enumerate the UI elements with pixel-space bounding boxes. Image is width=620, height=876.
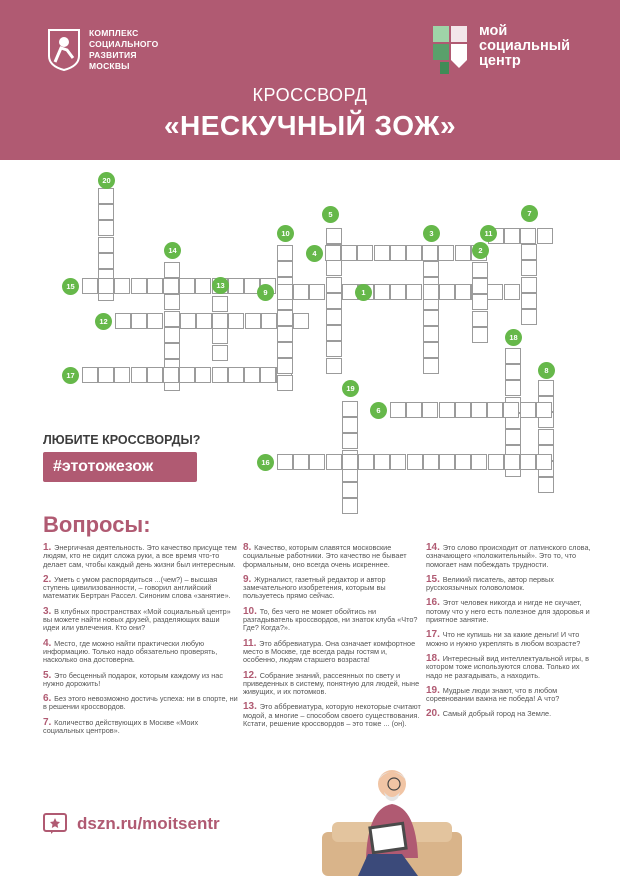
questions-column-1: [43, 544, 238, 742]
question-number: 7.: [43, 716, 55, 728]
crossword-cell[interactable]: [180, 313, 196, 329]
crossword-cell[interactable]: [179, 367, 195, 383]
crossword-cell[interactable]: [228, 313, 244, 329]
question-number: 16.: [426, 597, 443, 609]
page-subtitle: КРОССВОРД: [252, 85, 368, 105]
crossword-cell[interactable]: [98, 278, 114, 294]
crossword-cell[interactable]: [536, 402, 552, 418]
questions-column-2: [243, 544, 423, 735]
question-item: [43, 605, 238, 633]
crossword-cell[interactable]: [472, 278, 488, 294]
crossword-cell[interactable]: [98, 237, 114, 253]
clue-number-badge: 2: [472, 242, 489, 259]
crossword-cell[interactable]: [521, 244, 537, 260]
org-name-line: СОЦИАЛЬНОГО: [89, 39, 159, 49]
crossword-cell[interactable]: [326, 309, 342, 325]
crossword-cell[interactable]: [487, 402, 503, 418]
question-text: То, без чего не может обойтись ни разгадыватель кроссвордов, ни знаток клуба «Что? Где? Когда?».: [243, 606, 418, 633]
website-icon: [43, 813, 67, 835]
crossword-cell[interactable]: [374, 454, 390, 470]
crossword-cell[interactable]: [277, 326, 293, 342]
crossword-cell[interactable]: [438, 245, 454, 261]
question-item: [426, 544, 596, 569]
brand-name-line: социальный: [479, 38, 570, 54]
question-number: 13.: [243, 701, 260, 713]
crossword-cell[interactable]: [212, 313, 228, 329]
crossword-cell[interactable]: [423, 284, 439, 300]
question-number: 14.: [426, 542, 443, 553]
website-link[interactable]: [43, 813, 220, 835]
question-text: Это слово происходит от латинского слова, означающего «положительный». Это то, что помогает нам побеждать трудности.: [426, 543, 591, 569]
question-text: Мудрые люди знают, что в любом соревновании важна не победа! А что?: [426, 685, 560, 704]
crossword-cell[interactable]: [326, 228, 342, 244]
question-number: 6.: [43, 693, 55, 705]
clue-number-badge: 18: [505, 329, 522, 346]
clue-number-badge: 12: [95, 313, 112, 330]
question-number: 5.: [43, 669, 55, 681]
crossword-cell[interactable]: [326, 341, 342, 357]
crossword-cell[interactable]: [277, 454, 293, 470]
crossword-cell[interactable]: [98, 220, 114, 236]
question-item: [426, 710, 596, 718]
crossword-cell[interactable]: [163, 278, 179, 294]
question-number: 8.: [243, 542, 255, 553]
crossword-cell[interactable]: [504, 454, 520, 470]
crossword-cell[interactable]: [488, 454, 504, 470]
crossword-cell[interactable]: [505, 348, 521, 364]
crossword-cell[interactable]: [326, 260, 342, 276]
question-number: 11.: [243, 637, 260, 649]
crossword-cell[interactable]: [503, 402, 519, 418]
crossword-cell[interactable]: [245, 313, 261, 329]
crossword-cell[interactable]: [309, 454, 325, 470]
crossword-cell[interactable]: [212, 328, 228, 344]
crossword-cell[interactable]: [390, 245, 406, 261]
crossword-cell[interactable]: [406, 402, 422, 418]
crossword-cell[interactable]: [472, 327, 488, 343]
crossword-cell[interactable]: [147, 313, 163, 329]
crossword-cell[interactable]: [212, 296, 228, 312]
question-text: В клубных пространствах «Мой социальный центр» вы можете найти новых друзей, разделяющих ваши идеи или увлечения. Кто они?: [43, 606, 231, 633]
questions-column-3: [426, 544, 596, 726]
crossword-cell[interactable]: [472, 311, 488, 327]
crossword-cell[interactable]: [504, 284, 520, 300]
crossword-cell[interactable]: [341, 245, 357, 261]
crossword-cell[interactable]: [131, 367, 147, 383]
crossword-cell[interactable]: [406, 245, 422, 261]
clue-number-badge: 16: [257, 454, 274, 471]
crossword-cell[interactable]: [326, 358, 342, 374]
crossword-cell[interactable]: [520, 402, 536, 418]
crossword-cell[interactable]: [423, 326, 439, 342]
question-item: [43, 637, 238, 665]
crossword-cell[interactable]: [293, 454, 309, 470]
crossword-cell[interactable]: [260, 367, 276, 383]
page-title: «НЕСКУЧНЫЙ ЗОЖ»: [163, 110, 457, 141]
crossword-cell[interactable]: [212, 345, 228, 361]
crossword-cell[interactable]: [521, 309, 537, 325]
crossword-cell[interactable]: [325, 245, 341, 261]
crossword-cell[interactable]: [407, 454, 423, 470]
crossword-cell[interactable]: [293, 313, 309, 329]
crossword-cell[interactable]: [228, 367, 244, 383]
brand-name-line: центр: [479, 53, 521, 69]
crossword-cell[interactable]: [277, 342, 293, 358]
crossword-cell[interactable]: [537, 228, 553, 244]
question-text: Это бесценный подарок, которым каждому из нас нужно дорожить!: [43, 670, 224, 688]
crossword-cell[interactable]: [439, 284, 455, 300]
reader-illustration: [322, 762, 462, 876]
crossword-cell[interactable]: [455, 284, 471, 300]
crossword-cell[interactable]: [521, 277, 537, 293]
question-text: Уметь с умом распорядиться ...(чем?) – высшая ступень цивилизованности, – говорил английский математик Бертран Рассел. Синоним слова «занятие».: [43, 574, 231, 601]
crossword-cell[interactable]: [293, 284, 309, 300]
question-item: [243, 703, 423, 728]
clue-number-badge: 10: [277, 225, 294, 242]
question-text: Самый добрый город на Земле.: [442, 709, 552, 719]
crossword-cell[interactable]: [277, 375, 293, 391]
crossword-cell[interactable]: [131, 313, 147, 329]
question-text: Это аббревиатура, которую некоторые считают модой, а многие – способом своего существования. Кстати, решение кроссвордов – это тоже ... (он).: [243, 702, 421, 729]
hashtag-badge[interactable]: #этотожезож: [43, 452, 197, 482]
org-name-line: КОМПЛЕКС: [89, 28, 139, 38]
crossword-cell[interactable]: [326, 325, 342, 341]
clue-number-badge: 4: [306, 245, 323, 262]
question-number: 20.: [426, 708, 443, 720]
question-text: Это аббревиатура. Она означает комфортное место в Москве, где всегда рады гостям и, особенно, людям старшего возраста!: [243, 638, 416, 665]
crossword-cell[interactable]: [342, 454, 358, 470]
question-item: [426, 631, 596, 648]
crossword-cell[interactable]: [342, 498, 358, 514]
crossword-cell[interactable]: [406, 284, 422, 300]
clue-number-badge: 15: [62, 278, 79, 295]
crossword-cell[interactable]: [114, 278, 130, 294]
crossword-cell[interactable]: [505, 364, 521, 380]
question-number: 3.: [43, 605, 55, 617]
crossword-cell[interactable]: [342, 482, 358, 498]
question-number: 18.: [426, 652, 443, 664]
question-text: Собрание знаний, рассеянных по свету и приведенных в систему, понятную для людей, ныне живущих, и их потомков.: [243, 670, 420, 697]
crossword-cell[interactable]: [423, 454, 439, 470]
crossword-cell[interactable]: [326, 277, 342, 293]
crossword-cell[interactable]: [521, 293, 537, 309]
crossword-cell[interactable]: [538, 380, 554, 396]
crossword-cell[interactable]: [455, 245, 471, 261]
question-number: 19.: [426, 684, 443, 696]
question-text: Великий писатель, автор первых русскоязычных головоломок.: [426, 574, 554, 593]
question-item: [243, 573, 423, 601]
crossword-cell[interactable]: [390, 284, 406, 300]
question-number: 2.: [43, 573, 55, 585]
question-item: [243, 544, 423, 569]
question-item: [426, 684, 596, 704]
crossword-cell[interactable]: [228, 278, 244, 294]
question-number: 15.: [426, 573, 443, 585]
crossword-cell[interactable]: [309, 284, 325, 300]
crossword-cell[interactable]: [439, 402, 455, 418]
crossword-cell[interactable]: [472, 294, 488, 310]
crossword-cell[interactable]: [520, 228, 536, 244]
crossword-cell[interactable]: [487, 284, 503, 300]
clue-number-badge: 8: [538, 362, 555, 379]
crossword-cell[interactable]: [342, 417, 358, 433]
crossword-cell[interactable]: [455, 402, 471, 418]
clue-number-badge: 11: [480, 225, 497, 242]
crossword-cell[interactable]: [374, 284, 390, 300]
crossword-cell[interactable]: [472, 262, 488, 278]
crossword-cell[interactable]: [98, 188, 114, 204]
crossword-cell[interactable]: [179, 278, 195, 294]
crossword-cell[interactable]: [342, 401, 358, 417]
question-number: 9.: [243, 573, 255, 585]
clue-number-badge: 6: [370, 402, 387, 419]
crossword-cell[interactable]: [439, 454, 455, 470]
crossword-cell[interactable]: [115, 313, 131, 329]
crossword-cell[interactable]: [471, 454, 487, 470]
question-number: 1.: [43, 542, 55, 553]
question-text: Качество, которым славятся московские социальные работники. Это качество не бывает формальным, оно всегда очень искреннее.: [243, 543, 407, 569]
crossword-cell[interactable]: [423, 261, 439, 277]
question-text: Журналист, газетный редактор и автор замечательного изобретения, которым вы пользуетесь прямо сейчас.: [243, 574, 386, 601]
promo-question: ЛЮБИТЕ КРОССВОРДЫ?: [43, 433, 201, 447]
crossword-cell[interactable]: [505, 429, 521, 445]
crossword-cell[interactable]: [164, 262, 180, 278]
question-item: [43, 695, 238, 712]
question-item: [43, 669, 238, 689]
question-item: [426, 599, 596, 624]
crossword-cell[interactable]: [422, 402, 438, 418]
question-item: [43, 716, 238, 736]
clue-number-badge: 5: [322, 206, 339, 223]
crossword-cell[interactable]: [374, 245, 390, 261]
crossword-cell[interactable]: [390, 402, 406, 418]
clue-number-badge: 13: [212, 277, 229, 294]
crossword-cell[interactable]: [114, 367, 130, 383]
crossword-cell[interactable]: [98, 204, 114, 220]
crossword-cell[interactable]: [455, 454, 471, 470]
questions-title: Вопросы:: [43, 512, 151, 537]
crossword-cell[interactable]: [131, 278, 147, 294]
org-name-line: РАЗВИТИЯ: [89, 50, 137, 60]
question-item: [243, 637, 423, 665]
crossword-cell[interactable]: [196, 313, 212, 329]
clue-number-badge: 17: [62, 367, 79, 384]
crossword-cell[interactable]: [342, 433, 358, 449]
clue-number-badge: 3: [423, 225, 440, 242]
question-item: [426, 573, 596, 593]
question-item: [426, 652, 596, 680]
crossword-cell[interactable]: [277, 310, 293, 326]
crossword-cell[interactable]: [423, 342, 439, 358]
crossword-cell[interactable]: [164, 327, 180, 343]
crossword-cell[interactable]: [147, 367, 163, 383]
brand-name-line: мой: [479, 23, 508, 39]
crossword-cell[interactable]: [423, 358, 439, 374]
org-name-line: МОСКВЫ: [89, 61, 130, 71]
question-text: Интересный вид интеллектуальной игры, в котором тоже используются слова. Только их надо не разгадывать, а находить.: [426, 653, 589, 680]
question-number: 12.: [243, 669, 260, 681]
question-number: 10.: [243, 605, 260, 617]
clue-number-badge: 14: [164, 242, 181, 259]
question-text: Количество действующих в Москве «Моих социальных центров».: [43, 717, 199, 736]
crossword-cell[interactable]: [164, 294, 180, 310]
crossword-cell[interactable]: [326, 293, 342, 309]
crossword-cell[interactable]: [147, 278, 163, 294]
clue-number-badge: 9: [257, 284, 274, 301]
crossword-cell[interactable]: [505, 380, 521, 396]
crossword-cell[interactable]: [504, 228, 520, 244]
crossword-cell[interactable]: [82, 367, 98, 383]
crossword-cell[interactable]: [277, 245, 293, 261]
crossword-cell[interactable]: [357, 245, 373, 261]
clue-number-badge: 19: [342, 380, 359, 397]
crossword-cell[interactable]: [277, 261, 293, 277]
crossword-cell[interactable]: [358, 454, 374, 470]
crossword-cell[interactable]: [163, 367, 179, 383]
crossword-cell[interactable]: [390, 454, 406, 470]
crossword-cell[interactable]: [212, 367, 228, 383]
question-text: Энергичная деятельность. Это качество присуще тем людям, кто не сидит сложа руки, а все время что-то делает сам, чтобы каждый день жизни был интересным.: [43, 543, 237, 569]
question-item: [43, 544, 238, 569]
crossword-cell[interactable]: [538, 477, 554, 493]
clue-number-badge: 20: [98, 172, 115, 189]
crossword-cell[interactable]: [423, 310, 439, 326]
question-text: Место, где можно найти практически любую информацию. Только надо обязательно проверять, насколько она достоверна.: [43, 638, 218, 665]
crossword-cell[interactable]: [471, 402, 487, 418]
website-url: dszn.ru/moitsentr: [77, 814, 220, 833]
crossword-cell[interactable]: [195, 367, 211, 383]
question-item: [43, 573, 238, 601]
question-item: [243, 669, 423, 697]
crossword-cell[interactable]: [520, 454, 536, 470]
crossword-cell[interactable]: [164, 311, 180, 327]
crossword-cell[interactable]: [82, 278, 98, 294]
crossword-cell[interactable]: [277, 284, 293, 300]
question-number: 4.: [43, 637, 55, 649]
crossword-cell[interactable]: [521, 260, 537, 276]
crossword-cell[interactable]: [195, 278, 211, 294]
crossword-cell[interactable]: [98, 367, 114, 383]
question-text: Без этого невозможно достичь успеха: ни в спорте, ни в решении кроссвордов.: [43, 694, 238, 712]
crossword-cell[interactable]: [422, 245, 438, 261]
question-text: Этот человек никогда и нигде не скучает, потому что у него есть полезное для здоровья и приятное занятие.: [426, 598, 590, 625]
crossword-cell[interactable]: [538, 429, 554, 445]
crossword-cell[interactable]: [261, 313, 277, 329]
crossword-cell[interactable]: [164, 343, 180, 359]
crossword-cell[interactable]: [536, 454, 552, 470]
crossword-cell[interactable]: [277, 358, 293, 374]
question-item: [243, 605, 423, 633]
clue-number-badge: 1: [355, 284, 372, 301]
crossword-cell[interactable]: [244, 367, 260, 383]
question-number: 17.: [426, 629, 443, 641]
crossword-cell[interactable]: [98, 253, 114, 269]
question-text: Что не купишь ни за какие деньги! И что можно и нужно укреплять в любом возрасте?: [426, 630, 581, 648]
crossword-cell[interactable]: [326, 454, 342, 470]
clue-number-badge: 7: [521, 205, 538, 222]
